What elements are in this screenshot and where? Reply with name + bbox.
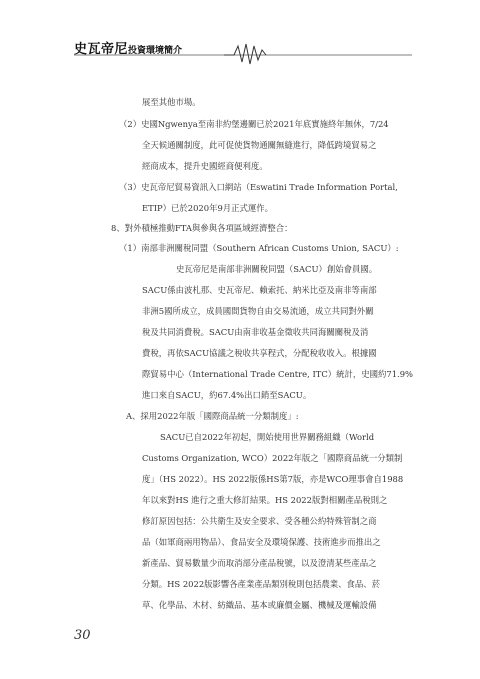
page-number: 30 [74,628,91,643]
text-line: 年以來對HS 進行之重大修訂結果。HS 2022版對相關產品稅則之 [142,495,388,505]
subsection-heading: （1）南部非洲關稅同盟（Southern African Customs Union, SACU）: [119,243,399,253]
header-title-main: 史瓦帝尼 [74,42,129,57]
text-line: （2）史國Ngwenya至南非約堡邊關已於2021年底實施終年無休，7/24 [119,119,389,129]
text-line: SACU已自2022年初起，開始使用世界關務組織（World [160,432,375,442]
text-line: Customs Organization, WCO）2022年版之「國際商品統一分類制 [142,453,403,463]
text-line: 分類。HS 2022版影響各產業產品類別稅則包括農業、食品、菸 [142,579,381,589]
text-line: 進口來自SACU，約67.4%出口銷至SACU。 [142,390,312,400]
item-heading: A、採用2022年版「國際商品統一分類制度」: [126,411,299,421]
text-line: 度」（HS 2022）。HS 2022版係HS第7版，亦是WCO理事會自1988 [142,474,404,484]
text-line: 經商成本，提升史國經商便利度。 [142,161,268,171]
header-rule-with-wave [0,0,480,80]
header-title-sub: 投資環境簡介 [128,46,183,56]
text-line: （3）史瓦帝尼貿易資訊入口網站（Eswatini Trade Information Portal, [119,182,398,192]
text-line: 展至其他市場。 [142,97,201,107]
text-line: 草、化學品、木材、紡織品、基本或廉價金屬、機械及運輸設備 [142,600,377,610]
text-line: ETIP）已於2020年9月正式運作。 [142,203,274,213]
text-line: 非洲5國所成立，成員國間貨物自由交易流通，成立共同對外關 [142,306,374,316]
text-line: 稅及共同消費稅。SACU由南非收基金徵收共同海關關稅及消 [142,327,369,337]
text-line: 修訂原因包括：公共衛生及安全要求、受各種公約特殊管制之商 [142,516,377,526]
text-line: 全天候通關制度，此可促使貨物通關無縫進行，降低跨境貿易之 [142,140,377,150]
running-header [0,0,480,80]
section-heading: 8、對外積極推動FTA與參與各項區域經濟整合： [111,223,293,233]
text-line: 費稅，再依SACU協議之稅收共享程式，分配稅收收入。根據國 [142,348,377,358]
text-line: SACU係由波札那、史瓦帝尼、賴索托、納米比亞及南非等南部 [142,285,377,295]
text-line: 際貿易中心（International Trade Centre, ITC）統計，史國約71.9% [142,369,413,379]
header-title [74,38,182,57]
text-line: 新產品、貿易數量少而取消部分產品稅號，以及澄清某些產品之 [142,558,377,568]
text-line: 品（如軍商兩用物品）、食品安全及環境保護、技術進步而推出之 [142,537,381,547]
text-line: 史瓦帝尼是南部非洲關稅同盟（SACU）創始會員國。 [176,264,378,274]
